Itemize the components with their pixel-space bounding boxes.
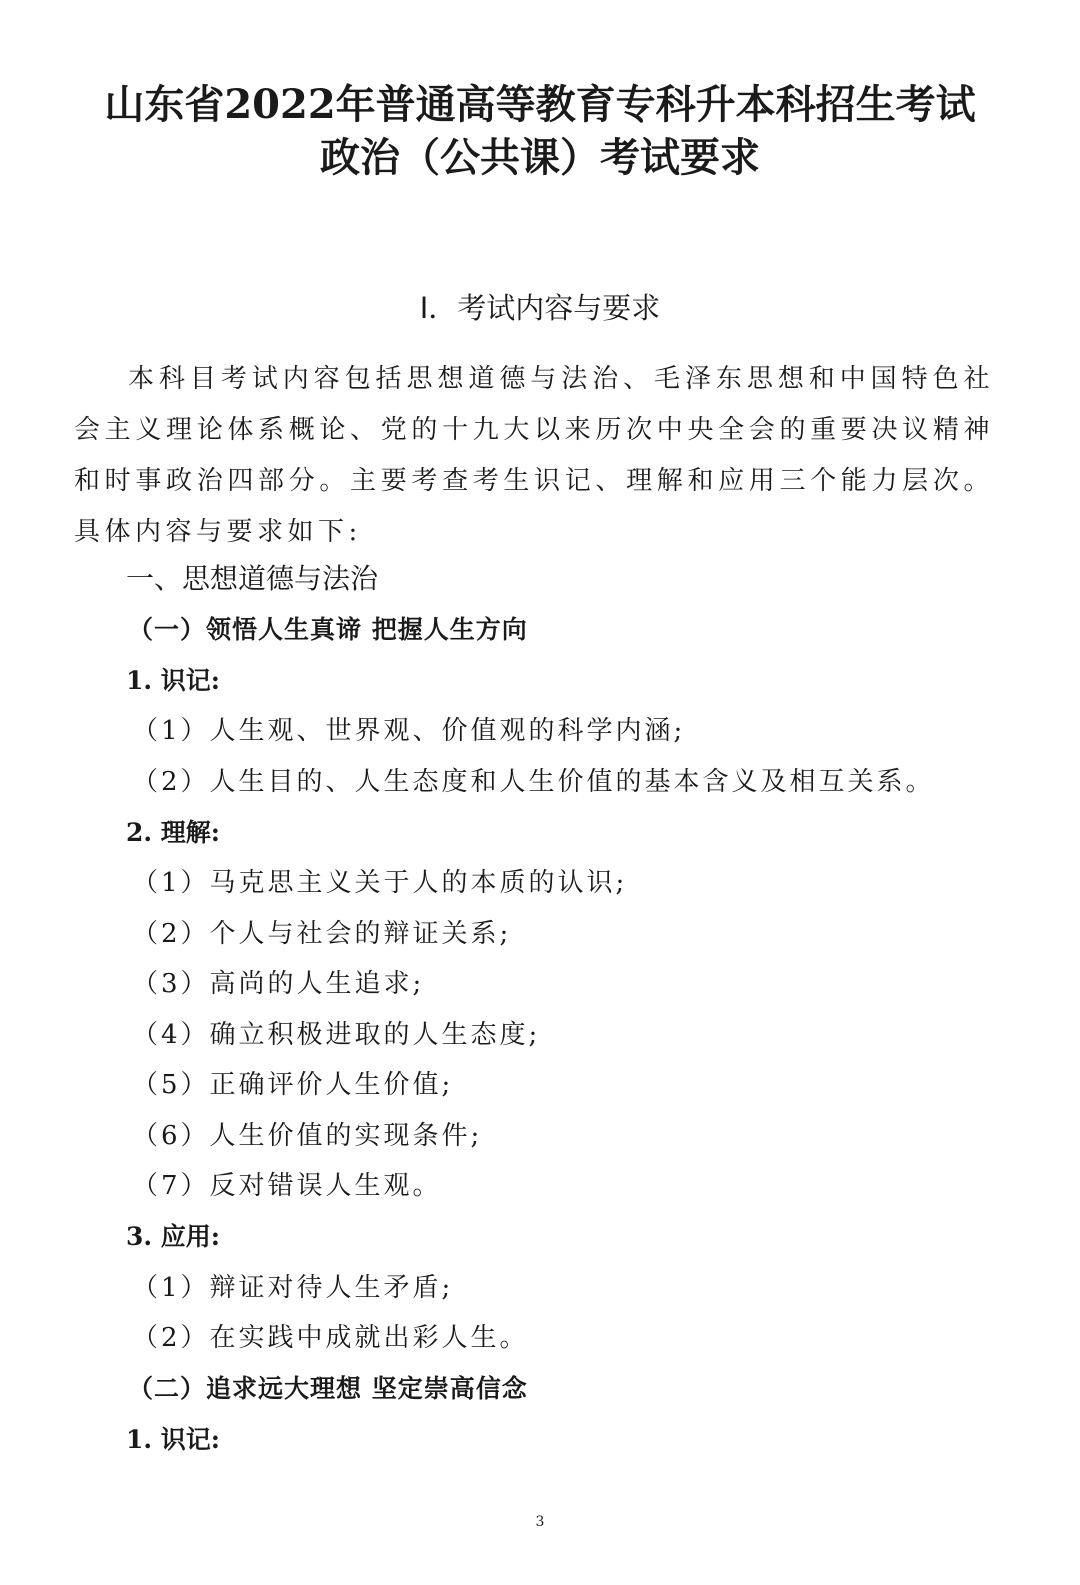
list-item: （7）反对错误人生观。 xyxy=(132,1171,442,1201)
part-heading: 一、思想道德与法治 xyxy=(126,562,379,595)
list-item: （2）在实践中成就出彩人生。 xyxy=(132,1323,529,1353)
subsection-heading: （一）领悟人生真谛 把握人生方向 xyxy=(128,615,528,644)
subsection-heading: （二）追求远大理想 坚定崇高信念 xyxy=(128,1374,528,1403)
apply-label: 3. 应用: xyxy=(126,1222,221,1251)
document-title-line-1: 山东省2022年普通高等教育专科升本科招生考试 xyxy=(104,81,976,128)
list-item: （4）确立积极进取的人生态度; xyxy=(132,1020,541,1050)
document-title-line-2: 政治（公共课）考试要求 xyxy=(320,134,760,181)
list-item: （3）高尚的人生追求; xyxy=(132,969,425,999)
memorize-label: 1. 识记: xyxy=(126,1425,221,1454)
section-heading: Ⅰ．考试内容与要求 xyxy=(419,291,661,325)
intro-paragraph: 本科目考试内容包括思想道德与法治、毛泽东思想和中国特色社会主义理论体系概论、党的十九大以来历次中央全会的重要决议精神和时事政治四部分。主要考查考生识记、理解和应用三个能力层次。具体内容与要求如下: xyxy=(74,364,994,547)
memorize-label: 1. 识记: xyxy=(126,666,221,695)
list-item: （5）正确评价人生价值; xyxy=(132,1070,454,1100)
list-item: （2）人生目的、人生态度和人生价值的基本含义及相互关系。 xyxy=(132,767,935,797)
list-item: （1）马克思主义关于人的本质的认识; xyxy=(132,868,628,898)
list-item: （6）人生价值的实现条件; xyxy=(132,1121,483,1151)
list-item: （2）个人与社会的辩证关系; xyxy=(132,919,512,949)
list-item: （1）辩证对待人生矛盾; xyxy=(132,1273,454,1303)
understand-label: 2. 理解: xyxy=(126,818,221,847)
page-number: 3 xyxy=(535,1514,545,1530)
list-item: （1）人生观、世界观、价值观的科学内涵; xyxy=(132,716,686,746)
